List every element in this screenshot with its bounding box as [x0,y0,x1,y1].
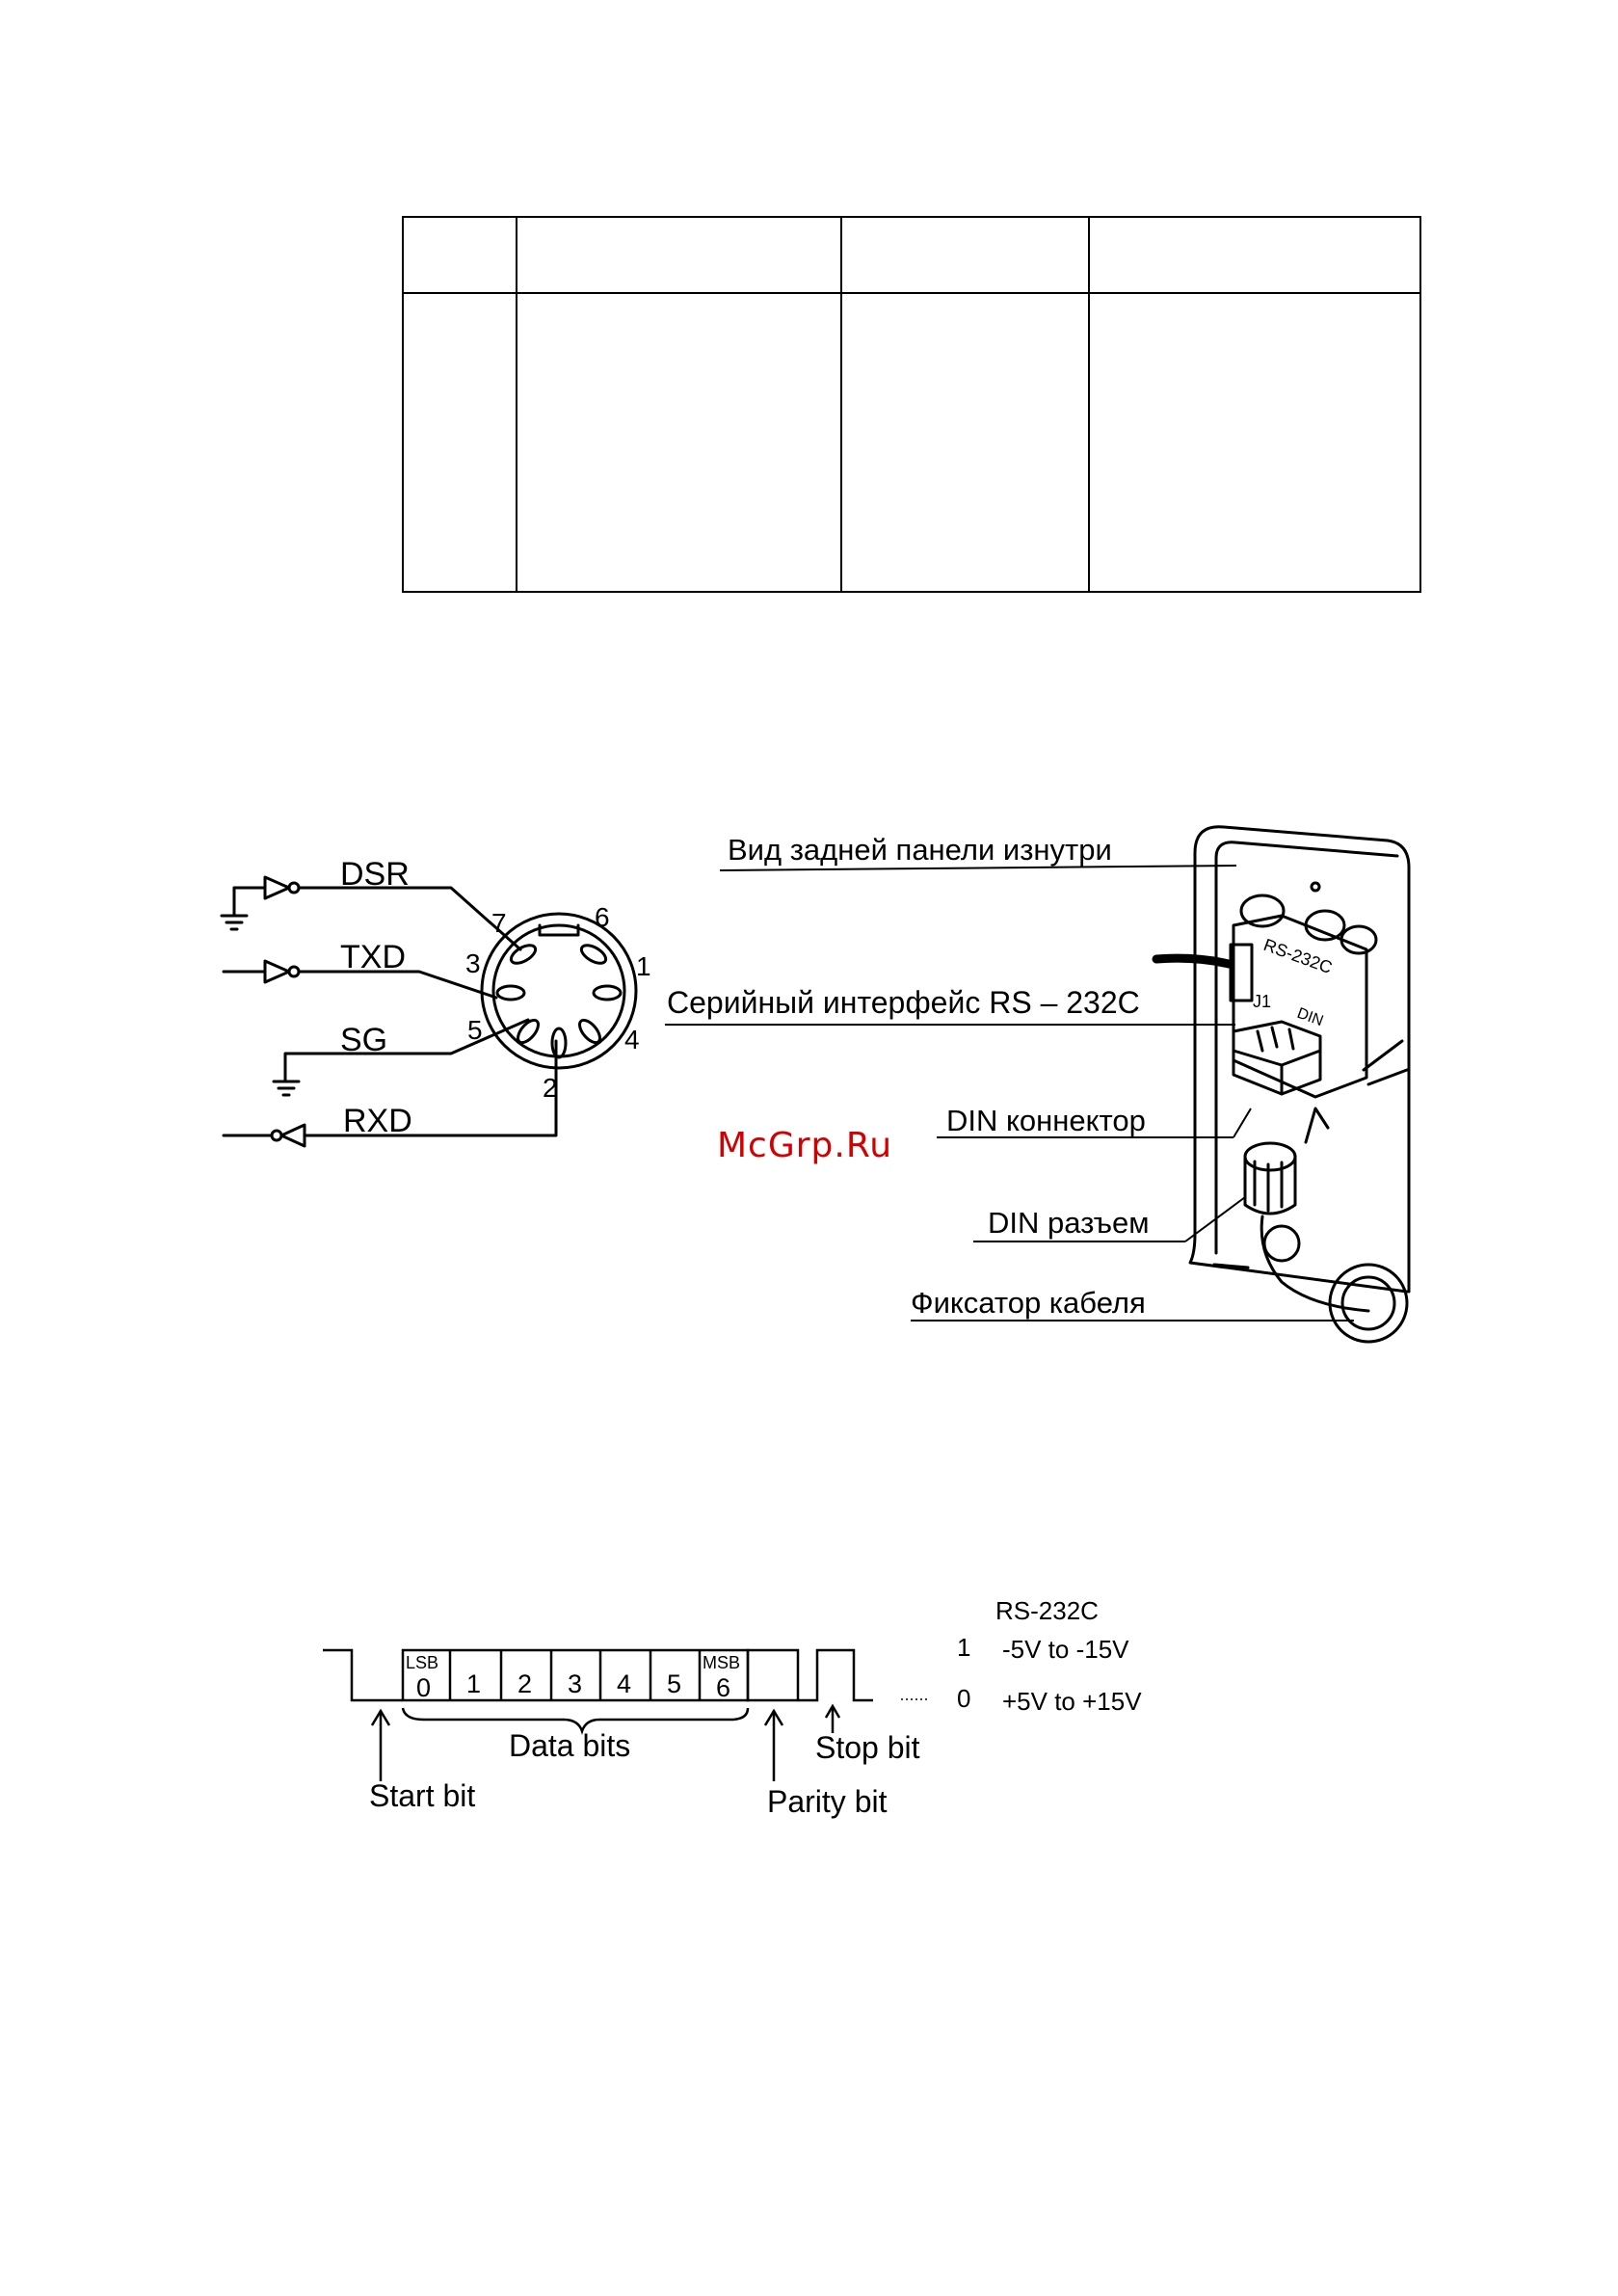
cell-label-bit3: 3 [568,1669,583,1698]
label-rear-view: Вид задней панели изнутри [728,833,1112,867]
label-start-bit: Start bit [369,1778,476,1813]
cell-label-bit1: 1 [466,1669,482,1698]
cell-label-lsb: LSB [406,1653,439,1672]
cell-label-bit4: 4 [617,1669,632,1698]
level-logic-1: 1 [957,1633,971,1662]
level-voltage-0: +5V to +15V [1002,1687,1142,1716]
cell-label-bit0: 0 [416,1673,432,1702]
label-stop-bit: Stop bit [815,1730,920,1765]
cell-label-bit5: 5 [667,1669,682,1698]
board-label-din: DIN [1294,1004,1326,1030]
pin-number-4: 4 [624,1025,640,1055]
watermark: McGrp.Ru [717,1126,893,1165]
signal-label-rxd: RXD [343,1103,412,1139]
cell-label-bit2: 2 [517,1669,533,1698]
level-logic-0: 0 [957,1684,971,1713]
pin-number-2: 2 [543,1073,558,1103]
board-label-rs232c: RS-232C [1260,934,1336,978]
label-parity-bit: Parity bit [767,1784,888,1819]
label-din-socket: DIN разъем [988,1206,1150,1240]
signal-label-txd: TXD [340,939,406,975]
label-din-connector: DIN коннектор [946,1104,1146,1137]
label-data-bits: Data bits [509,1728,631,1763]
cell-label-bit6: 6 [716,1673,731,1702]
label-rs232c-title: RS-232C [995,1596,1099,1625]
signal-label-dsr: DSR [340,856,410,893]
pin-number-7: 7 [491,908,507,938]
pin-number-3: 3 [465,948,481,978]
cell-label-msb: MSB [703,1653,741,1672]
pin-number-1: 1 [636,951,651,981]
level-voltage-1: -5V to -15V [1002,1635,1129,1664]
signal-label-sg: SG [340,1022,388,1058]
label-serial-interface: Серийный интерфейс RS – 232C [667,985,1140,1020]
pin-number-5: 5 [467,1015,483,1045]
label-cable-clamp: Фиксатор кабеля [911,1286,1146,1320]
pin-number-6: 6 [595,902,610,932]
board-label-j1: J1 [1253,992,1272,1011]
